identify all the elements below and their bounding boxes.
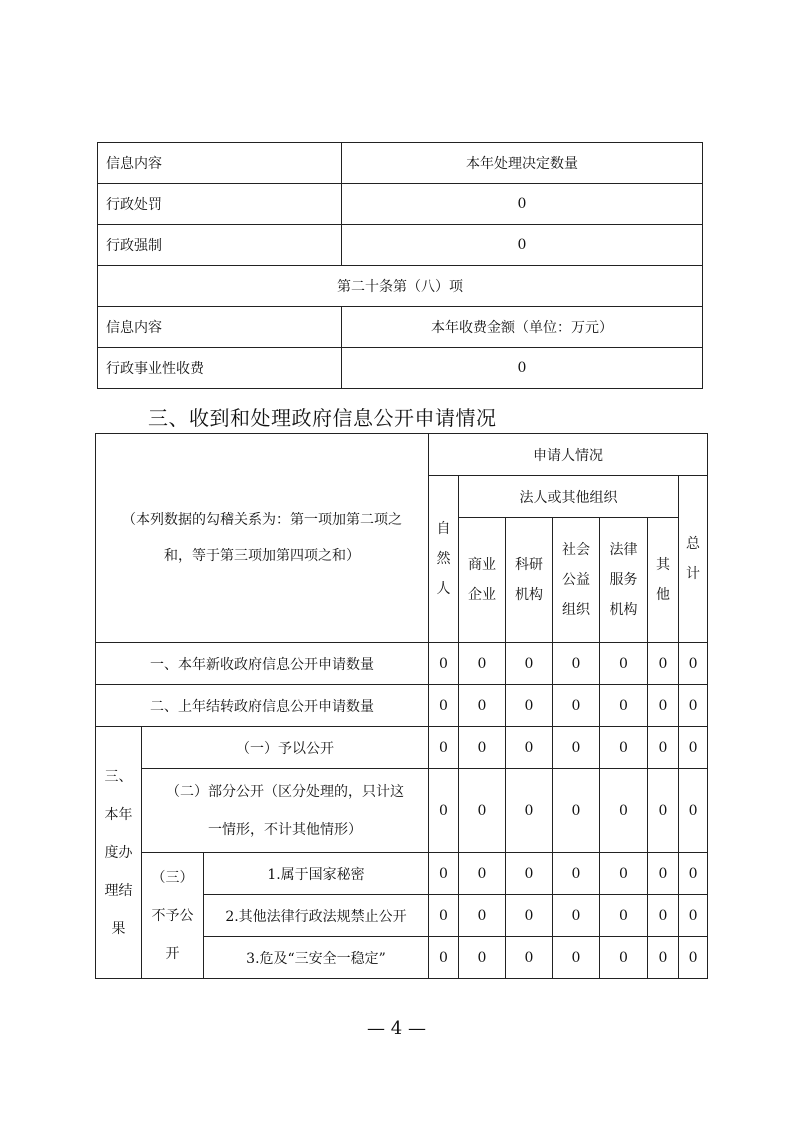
header-line: 服务 xyxy=(609,572,638,588)
header-line: 机构 xyxy=(515,587,544,603)
col-business xyxy=(459,518,506,643)
value-cell: 0 xyxy=(459,685,506,727)
value-cell: 0 xyxy=(679,937,708,979)
label-line: 度办 xyxy=(104,844,133,861)
col-social-welfare xyxy=(553,518,600,643)
value-cell: 0 xyxy=(553,937,600,979)
value-cell: 0 xyxy=(600,853,648,895)
value-cell: 0 xyxy=(459,727,506,769)
header-char: 计 xyxy=(686,566,701,582)
sub3-item-label: 2.其他法律行政法规禁止公开 xyxy=(204,895,429,937)
value-cell: 0 xyxy=(553,643,600,685)
value-cell: 0 xyxy=(459,895,506,937)
col-other xyxy=(648,518,679,643)
label-line: 理结 xyxy=(104,882,133,899)
table-row xyxy=(96,727,708,769)
value-cell: 0 xyxy=(429,769,459,853)
header-char: 他 xyxy=(656,587,671,603)
value-cell: 0 xyxy=(429,643,459,685)
header-legal-entities: 法人或其他组织 xyxy=(459,476,679,518)
header-char: 总 xyxy=(686,536,701,552)
label-line: 开 xyxy=(165,945,180,962)
value-cell: 0 xyxy=(553,727,600,769)
row-value: 本年收费金额（单位：万元） xyxy=(342,307,703,348)
value-cell: 0 xyxy=(679,895,708,937)
header-line: 组织 xyxy=(562,602,591,618)
table-row xyxy=(98,348,703,389)
sub3-label xyxy=(142,853,204,979)
table-row xyxy=(96,685,708,727)
header-line: 法律 xyxy=(609,542,638,558)
value-cell: 0 xyxy=(679,643,708,685)
value-cell: 0 xyxy=(429,937,459,979)
value-cell: 0 xyxy=(679,769,708,853)
table-row xyxy=(98,307,703,348)
note-line: 和，等于第三项加第四项之和） xyxy=(164,548,360,564)
row3-label xyxy=(96,727,142,979)
value-cell: 0 xyxy=(679,853,708,895)
value-cell: 0 xyxy=(553,895,600,937)
header-char: 然 xyxy=(436,551,451,567)
label-line: （二）部分公开（区分处理的，只计这 xyxy=(166,783,404,800)
header-char: 其 xyxy=(656,557,671,573)
label-line: （三） xyxy=(151,869,194,886)
header-char: 人 xyxy=(436,581,451,597)
value-cell: 0 xyxy=(648,937,679,979)
sub-label: （一）予以公开 xyxy=(142,727,429,769)
value-cell: 0 xyxy=(459,643,506,685)
value-cell: 0 xyxy=(648,643,679,685)
header-line: 机构 xyxy=(609,602,638,618)
label-line: 本年 xyxy=(104,806,133,823)
disclosure-decision-table xyxy=(97,142,703,389)
note-line: （本列数据的勾稽关系为：第一项加第二项之 xyxy=(122,512,402,528)
sub3-item-label: 3.危及“三安全一稳定” xyxy=(204,937,429,979)
col-natural-person xyxy=(429,476,459,643)
value-cell: 0 xyxy=(600,937,648,979)
col-legal-service xyxy=(600,518,648,643)
value-cell: 0 xyxy=(429,895,459,937)
label-line: 不予公 xyxy=(151,907,194,924)
value-cell: 0 xyxy=(553,853,600,895)
application-stats-table xyxy=(95,433,708,979)
header-applicant: 申请人情况 xyxy=(429,434,708,476)
row-value: 0 xyxy=(342,225,703,266)
table-row xyxy=(98,143,703,184)
value-cell: 0 xyxy=(553,769,600,853)
sub-label xyxy=(142,769,429,853)
table-row xyxy=(96,769,708,853)
note-cell xyxy=(96,434,429,643)
label-line: 三、 xyxy=(104,768,133,785)
value-cell: 0 xyxy=(600,685,648,727)
value-cell: 0 xyxy=(553,685,600,727)
table-row xyxy=(98,266,703,307)
value-cell: 0 xyxy=(679,685,708,727)
row-label: 信息内容 xyxy=(98,307,342,348)
row-label: 行政处罚 xyxy=(98,184,342,225)
table-row xyxy=(98,225,703,266)
value-cell: 0 xyxy=(506,643,553,685)
value-cell: 0 xyxy=(648,895,679,937)
row-label: 二、上年结转政府信息公开申请数量 xyxy=(96,685,429,727)
table-row xyxy=(98,184,703,225)
value-cell: 0 xyxy=(506,769,553,853)
value-cell: 0 xyxy=(600,643,648,685)
header-line: 社会 xyxy=(562,542,591,558)
row-label: 信息内容 xyxy=(98,143,342,184)
value-cell: 0 xyxy=(648,685,679,727)
row-label: 行政事业性收费 xyxy=(98,348,342,389)
label-line: 果 xyxy=(111,920,126,937)
value-cell: 0 xyxy=(429,685,459,727)
row-value: 0 xyxy=(342,184,703,225)
value-cell: 0 xyxy=(679,727,708,769)
value-cell: 0 xyxy=(459,853,506,895)
sub3-item-label: 1.属于国家秘密 xyxy=(204,853,429,895)
value-cell: 0 xyxy=(429,727,459,769)
value-cell: 0 xyxy=(506,853,553,895)
header-char: 自 xyxy=(436,521,451,537)
col-research xyxy=(506,518,553,643)
table-row xyxy=(96,853,708,895)
header-line: 商业 xyxy=(468,557,497,573)
section-label: 第二十条第（八）项 xyxy=(98,266,703,307)
value-cell: 0 xyxy=(600,895,648,937)
value-cell: 0 xyxy=(648,769,679,853)
row-value: 0 xyxy=(342,348,703,389)
value-cell: 0 xyxy=(459,769,506,853)
col-total xyxy=(679,476,708,643)
value-cell: 0 xyxy=(429,853,459,895)
row-label: 一、本年新收政府信息公开申请数量 xyxy=(96,643,429,685)
value-cell: 0 xyxy=(506,937,553,979)
label-line: 一情形，不计其他情形） xyxy=(208,821,362,838)
row-value: 本年处理决定数量 xyxy=(342,143,703,184)
header-line: 科研 xyxy=(515,557,544,573)
value-cell: 0 xyxy=(600,769,648,853)
value-cell: 0 xyxy=(506,727,553,769)
section-heading: 三、收到和处理政府信息公开申请情况 xyxy=(148,406,497,430)
value-cell: 0 xyxy=(648,853,679,895)
value-cell: 0 xyxy=(648,727,679,769)
page-number: — 4 — xyxy=(367,1018,426,1039)
value-cell: 0 xyxy=(506,685,553,727)
table-row xyxy=(96,643,708,685)
table-row xyxy=(96,434,708,476)
row-label: 行政强制 xyxy=(98,225,342,266)
header-line: 公益 xyxy=(562,572,591,588)
header-line: 企业 xyxy=(468,587,497,603)
value-cell: 0 xyxy=(459,937,506,979)
value-cell: 0 xyxy=(600,727,648,769)
value-cell: 0 xyxy=(506,895,553,937)
